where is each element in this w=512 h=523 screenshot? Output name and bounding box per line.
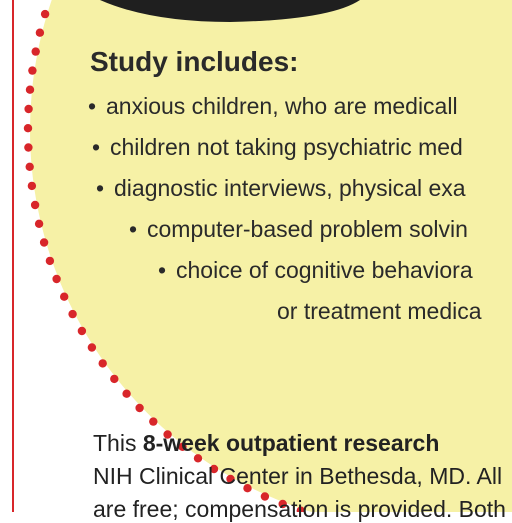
footer-line-2: NIH Clinical Center in Bethesda, MD. All xyxy=(93,463,503,489)
border-dot xyxy=(135,404,143,412)
border-dot xyxy=(28,66,36,74)
border-dot xyxy=(24,105,32,113)
border-dot xyxy=(41,10,49,18)
study-heading: Study includes: xyxy=(90,46,299,77)
border-dot xyxy=(28,182,36,190)
bullet-item: • computer-based problem solvin xyxy=(129,216,468,242)
border-dot xyxy=(122,390,130,398)
bullet-item: • choice of cognitive behaviora xyxy=(158,257,473,283)
border-dot xyxy=(78,327,86,335)
bullet-item: • anxious children, who are medicall xyxy=(88,93,458,119)
bullet-continuation: or treatment medica xyxy=(277,298,482,324)
footer-line-1: This 8-week outpatient research xyxy=(93,430,440,456)
border-dot xyxy=(60,293,68,301)
border-dot xyxy=(35,220,43,228)
border-dot xyxy=(40,238,48,246)
bullet-item: • children not taking psychiatric med xyxy=(92,134,463,160)
border-dot xyxy=(110,375,118,383)
border-dot xyxy=(36,29,44,37)
border-dot xyxy=(24,124,32,132)
border-dot xyxy=(52,275,60,283)
bullet-item: • diagnostic interviews, physical exa xyxy=(96,175,466,201)
border-dot xyxy=(99,359,107,367)
border-dot xyxy=(32,47,40,55)
border-dot xyxy=(31,201,39,209)
border-dot xyxy=(46,257,54,265)
border-dot xyxy=(26,163,34,171)
footer-line-3: are free; compensation is provided. Both xyxy=(93,496,506,522)
border-dot xyxy=(24,143,32,151)
border-dot xyxy=(68,310,76,318)
border-dot xyxy=(149,417,157,425)
border-dot xyxy=(88,343,96,351)
border-dot xyxy=(26,86,34,94)
